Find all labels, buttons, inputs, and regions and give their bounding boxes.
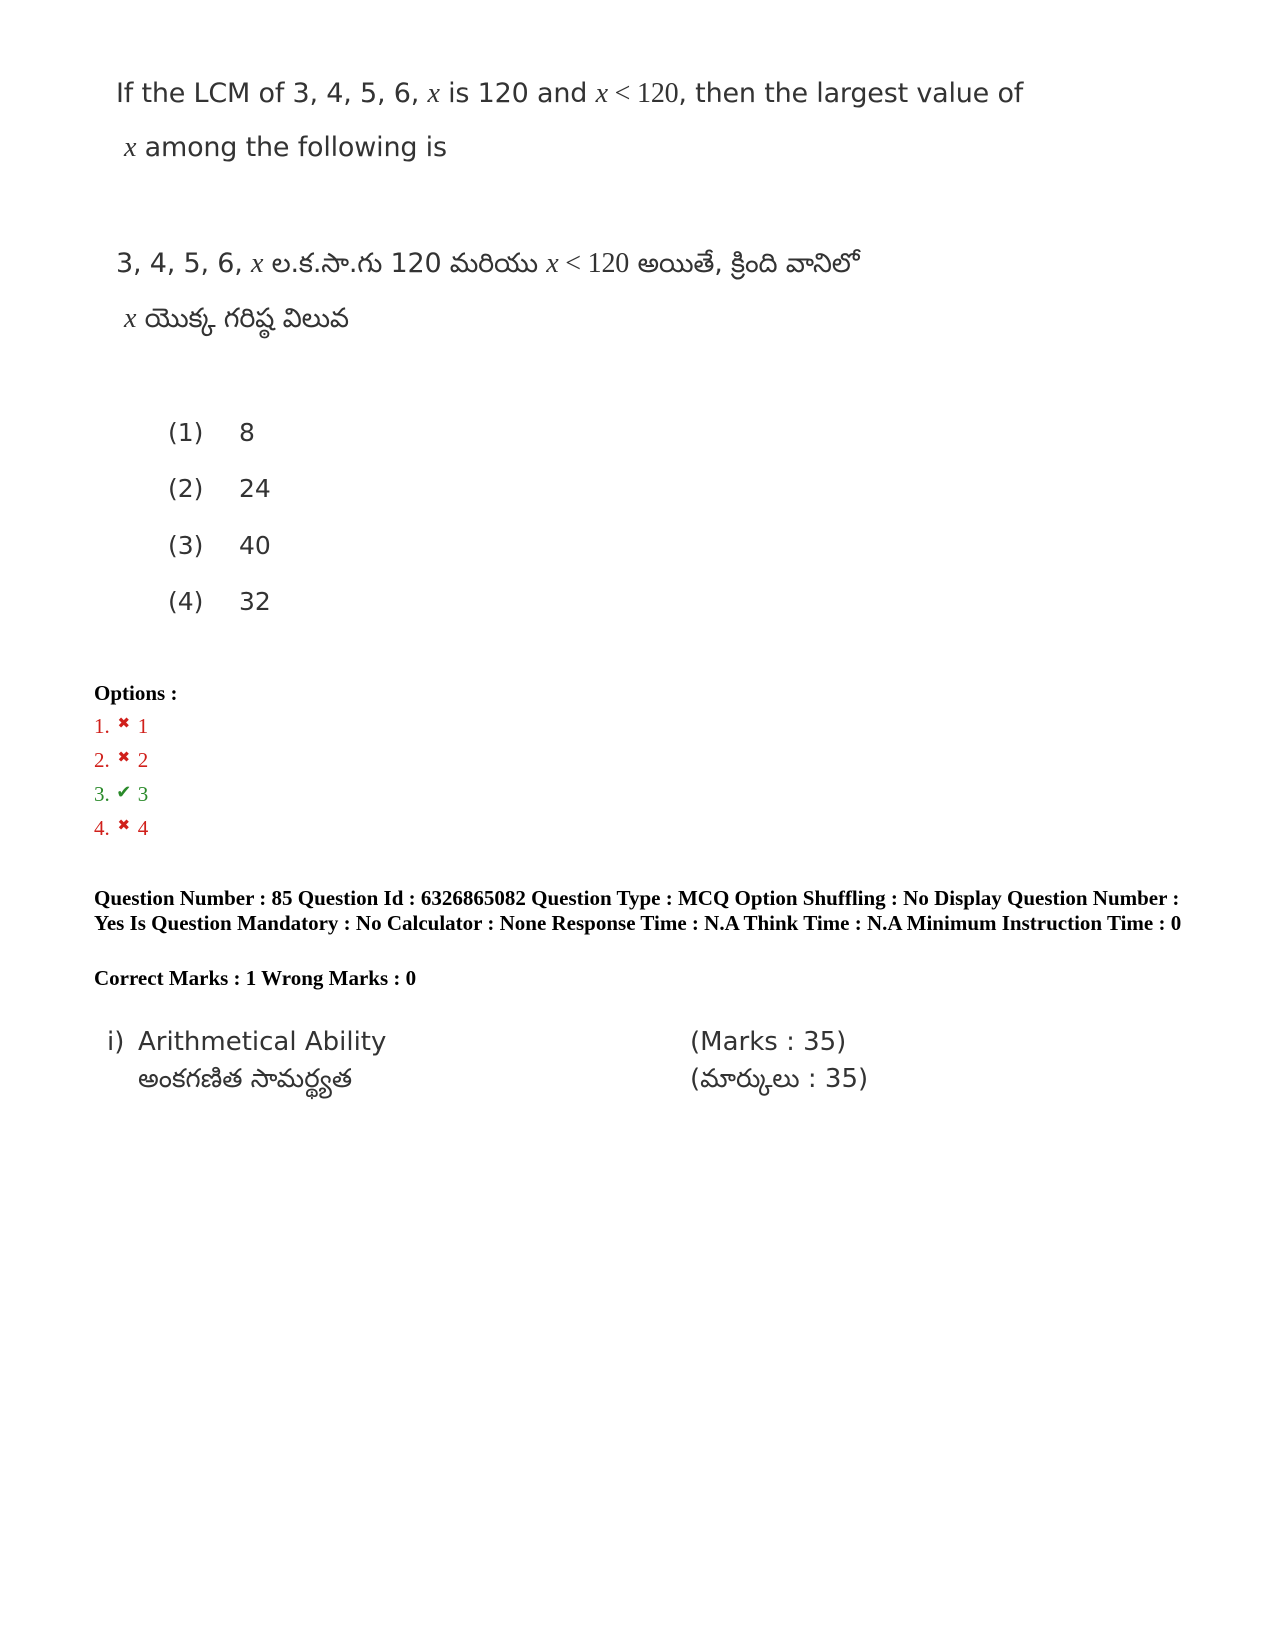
section-marks-telugu: (మార్కులు : 35) bbox=[690, 1064, 869, 1094]
section-marks-english: (Marks : 35) bbox=[690, 1027, 847, 1057]
question-english-line-1: If the LCM of 3, 4, 5, 6, x is 120 and x < 120, then the largest value of bbox=[116, 78, 1024, 109]
wrong-icon: ✖ bbox=[117, 750, 131, 766]
choice-item: (1) 8 bbox=[168, 418, 255, 447]
marks-info: Correct Marks : 1 Wrong Marks : 0 bbox=[94, 966, 417, 990]
wrong-icon: ✖ bbox=[117, 716, 131, 732]
option-item: 1. ✖ 1 bbox=[94, 714, 149, 738]
check-icon: ✔ bbox=[116, 782, 132, 802]
question-telugu-line-1: 3, 4, 5, 6, x ల.క.సా.గు 120 మరియు x < 120 అయితే, క్రింది వానిలో bbox=[116, 248, 860, 279]
choice-item: (3) 40 bbox=[168, 531, 271, 560]
choice-item: (4) 32 bbox=[168, 587, 271, 616]
option-item: 3. ✔ 3 bbox=[94, 782, 149, 806]
section-roman-numeral: i) bbox=[107, 1027, 125, 1057]
option-item: 4. ✖ 4 bbox=[94, 816, 149, 840]
choice-item: (2) 24 bbox=[168, 474, 271, 503]
question-metadata: Question Number : 85 Question Id : 6326865082 Question Type : MCQ Option Shuffling : No Display Question Number : Yes Is Question Mandatory : No Calculator : None Response Time : N.A Think Time : N.A Minimum Instruction Time : 0 bbox=[94, 886, 1182, 935]
wrong-icon: ✖ bbox=[117, 818, 131, 834]
option-item: 2. ✖ 2 bbox=[94, 748, 149, 772]
section-title-telugu: అంకగణిత సామర్థ్యత bbox=[138, 1064, 353, 1094]
section-title-english: Arithmetical Ability bbox=[138, 1027, 387, 1057]
question-english-line-2: x among the following is bbox=[124, 132, 447, 163]
question-telugu-line-2: x యొక్క గరిష్ఠ విలువ bbox=[124, 303, 349, 334]
options-heading: Options : bbox=[94, 681, 178, 705]
